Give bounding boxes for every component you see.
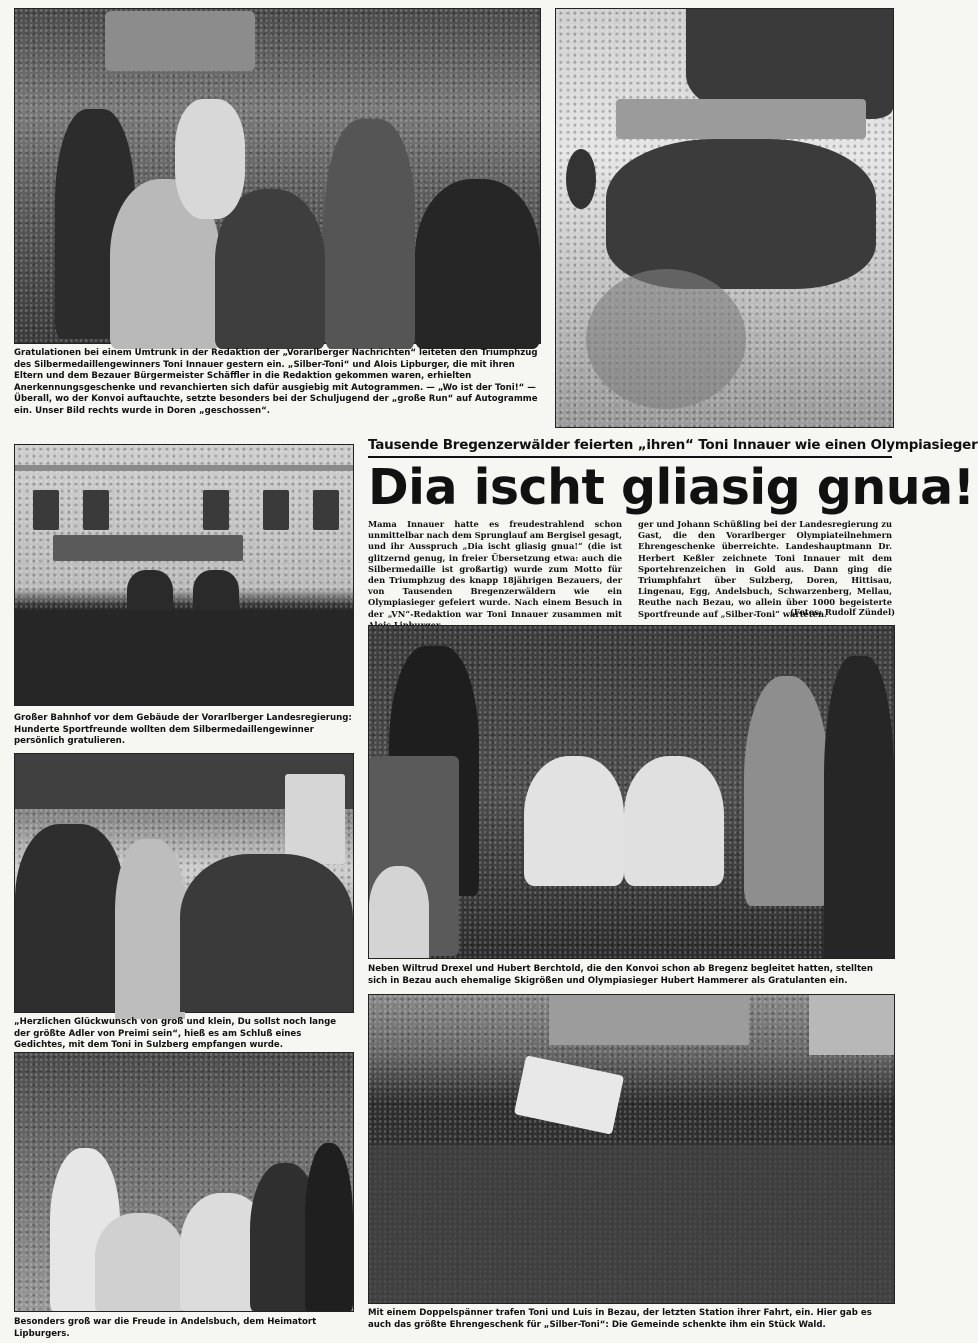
caption-redaktion: Gratulationen bei einem Umtrunk in der Redaktion der „Vorarlberger Nachrichten“ leiteten den Triumphzug des Silbermedaillengewinners Toni Innauer gestern ein. „Silber-Toni“ und Alois Lipburger, die mit ihren Eltern und dem Bezauer Bürgermeister Schäffler in die Redaktion gekommen waren, erhielten Anerkennungsgeschenke und revanchierten sich dafür ausgiebig mit Autogrammen. — „Wo ist der Toni!“ — Überall, wo der Konvoi auftauchte, setzte besonders bei der Schuljugend der „große Run“ auf Autogramme ein. Unser Bild rechts wurde in Doren „geschossen“.	[14, 348, 538, 416]
photo-landesregierung	[14, 444, 354, 706]
photo-sulzberg	[14, 753, 354, 1013]
caption-bezau-stage: Neben Wiltrud Drexel und Hubert Berchtold, die den Konvoi schon ab Bregenz begleitet hatten, stellten sich in Bezau auch ehemalige Skigrößen und Olympiasieger Hubert Hammerer als Gratulanten ein.	[368, 964, 873, 986]
article-body-col-2: ger und Johann Schüßling bei der Landesregierung zu Gast, die den Vorarlberger Olympiateilnehmern Ehrengeschenke überreichte. Landeshauptmann Dr. Herbert Keßler zeichnete Toni Innauer mit dem Sportehrenzeichen in Gold aus. Dann ging die Triumphfahrt über Sulzberg, Doren, Hittisau, Lingenau, Egg, Andelsbuch, Schwarzenberg, Mellau, Reuthe nach Bezau, wo allein über 1000 begeisterte Sportfreunde auf „Silber-Toni“ warteten.	[638, 519, 892, 619]
article-headline: Dia ischt gliasig gnua!	[368, 459, 975, 516]
article-kicker: Tausende Bregenzerwälder feierten „ihren“ Toni Innauer wie einen Olympiasieger	[368, 436, 892, 458]
caption-sulzberg: „Herzlichen Glückwunsch von groß und klein, Du sollst noch lange der größte Adler von Preimi sein“, hieß es am Schluß eines Gedichtes, mit dem Toni in Sulzberg empfangen wurde.	[14, 1017, 337, 1051]
photo-credit: (Fotos: Rudolf Zündel)	[790, 607, 896, 617]
photo-andelsbuch	[14, 1052, 354, 1312]
caption-landesregierung: Großer Bahnhof vor dem Gebäude der Vorarlberger Landesregierung: Hunderte Sportfreunde wollten dem Silbermedaillengewinner persönlich gratulieren.	[14, 713, 352, 747]
article-body-col-1: Mama Innauer hatte es freudestrahlend schon unmittelbar nach dem Sprunglauf am Bergisel gesagt, und ihr Ausspruch „Dia ischt gliasig gnua!“ (die ist glitzernd genug, in freier Übersetzung etwa: auch die Silbermedaille ist großartig) wurde zum Motto für den Triumphzug des knapp 18jährigen Bezauers, der von Tausenden Bregenzerwäldern wie ein Olympiasieger gefeiert wurde. Nach einem Besuch in der „VN“-Redaktion war Toni Innauer zusammen mit	[368, 519, 623, 619]
photo-doren-snow	[555, 8, 894, 428]
photo-redaktion-reception	[14, 8, 541, 344]
photo-bezau-crowd	[368, 994, 895, 1304]
photo-bezau-stage	[368, 625, 895, 959]
caption-andelsbuch: Besonders groß war die Freude in Andelsbuch, dem Heimatort Lipburgers.	[14, 1317, 317, 1339]
caption-bezau-crowd: Mit einem Doppelspänner trafen Toni und Luis in Bezau, der letzten Station ihrer Fahrt, ein. Hier gab es auch das größte Ehrengeschenk für „Silber-Toni“: Die Gemeinde schenkte ihm ein Stück Wald.	[368, 1308, 872, 1330]
